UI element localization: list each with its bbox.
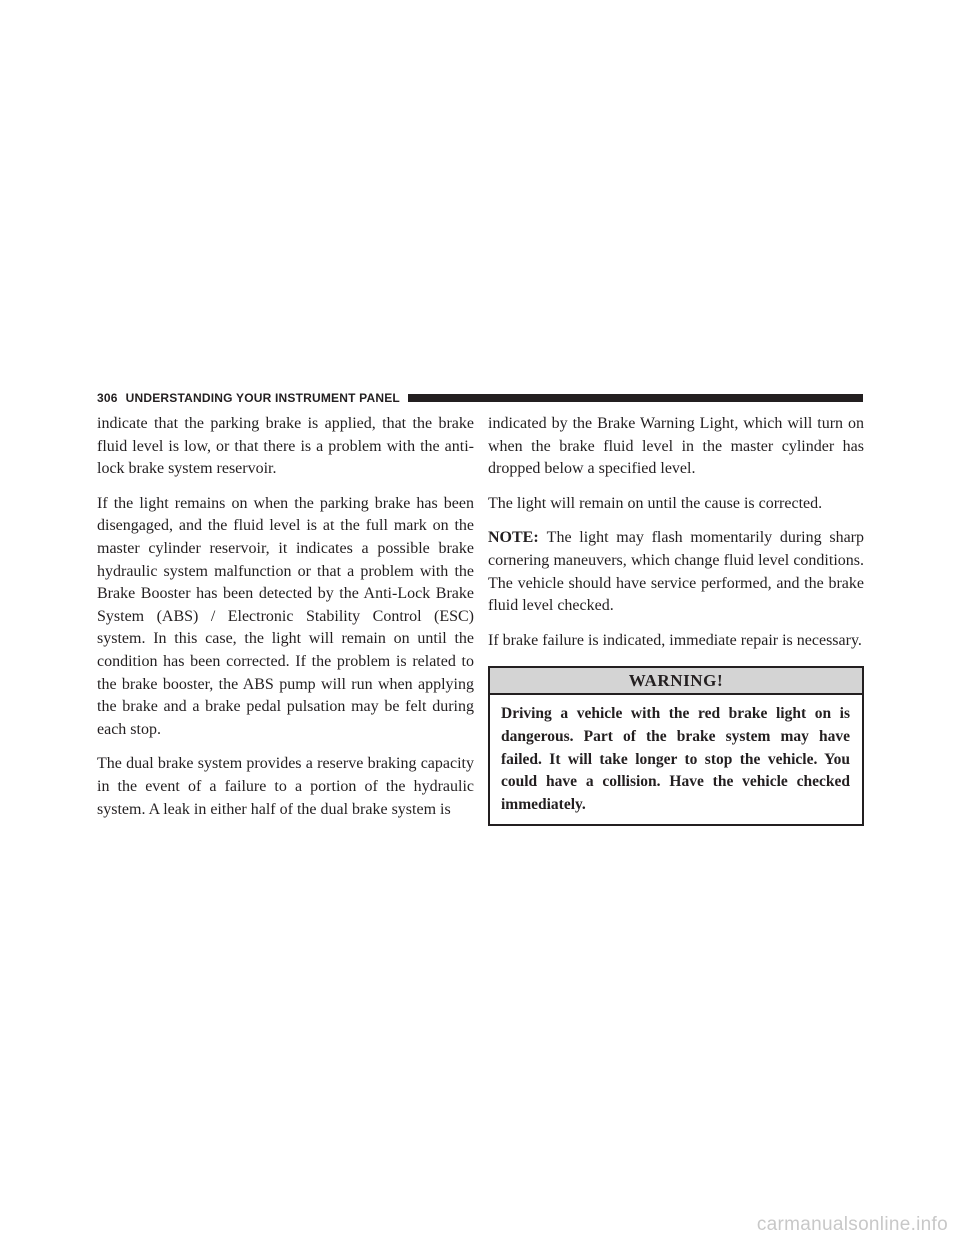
note-label: NOTE:: [488, 529, 539, 547]
header-rule: [408, 394, 863, 402]
note-text: The light may flash momentarily during sharp cornering maneuvers, which change fluid level conditions. The vehicle should have service performed, and the brake fluid level checked.: [488, 529, 864, 615]
warning-box: [488, 666, 864, 826]
right-column: [488, 413, 864, 826]
left-column: [97, 413, 474, 833]
warning-title: WARNING!: [490, 668, 862, 695]
page-header: [97, 391, 863, 405]
paragraph: indicated by the Brake Warning Light, which will turn on when the brake fluid level in the master cylinder has dropped below a specified level.: [488, 415, 864, 478]
section-title: UNDERSTANDING YOUR INSTRUMENT PANEL: [125, 391, 400, 405]
paragraph: The dual brake system provides a reserve braking capacity in the event of a failure to a portion of the hydraulic system. A leak in either half of the dual brake system is: [97, 755, 474, 818]
note-paragraph: [488, 527, 864, 617]
warning-text: Driving a vehicle with the red brake light on is dangerous. Part of the brake system may have failed. It will take longer to stop the vehicle. You could have a collision. Have the vehicle checked immediately.: [501, 705, 850, 813]
paragraph: If the light remains on when the parking brake has been disengaged, and the fluid level is at the full mark on the master cylinder reservoir, it indicates a possible brake hydraulic system malfunction or that a problem with the Brake Booster has been detected by the Anti-Lock Brake System (ABS) / Electronic Stability Control (ESC) system. In this case, the light will remain on until the condition has been corrected. If the problem is related to the brake booster, the ABS pump will run when applying the brake and a brake pedal pulsation may be felt during each stop.: [97, 494, 474, 738]
paragraph: The light will remain on until the cause is corrected.: [488, 494, 823, 512]
paragraph: indicate that the parking brake is applied, that the brake fluid level is low, or that there is a problem with the anti-lock brake system reservoir.: [97, 415, 474, 478]
paragraph: If brake failure is indicated, immediate repair is necessary.: [488, 631, 862, 649]
watermark: carmanualsonline.info: [756, 1214, 948, 1235]
page-number: 306: [97, 391, 118, 405]
